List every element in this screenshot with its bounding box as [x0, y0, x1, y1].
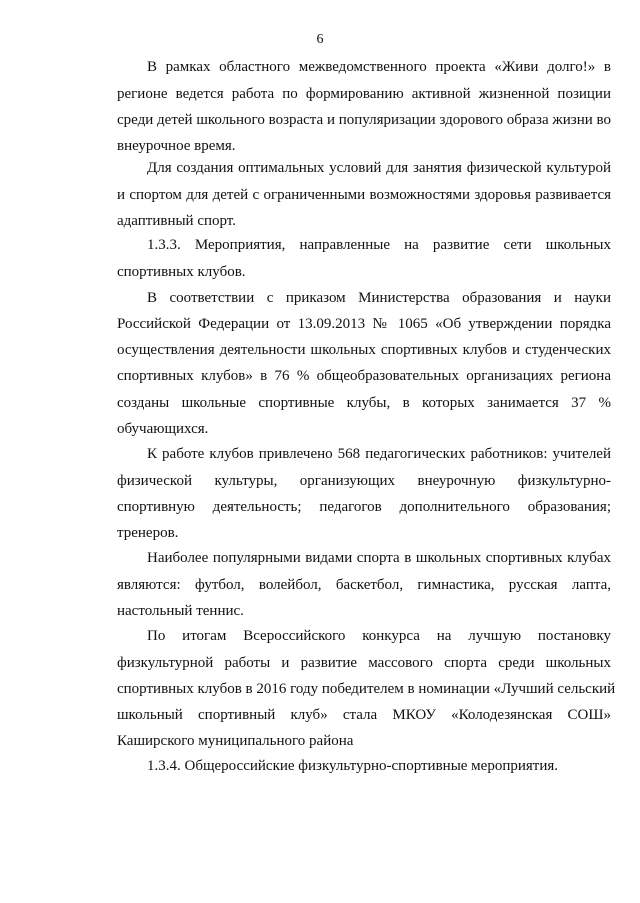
text-line: 1.3.4. Общероссийские физкультурно-спортивные мероприятия. [147, 758, 559, 774]
text-line: среди детей школьного возраста и популяризации здорового образа жизни во [117, 112, 611, 128]
text-line: и спортом для детей с ограниченными возможностями здоровья развивается [117, 187, 611, 203]
text-line: По итогам Всероссийского конкурса на лучшую постановку [147, 628, 611, 644]
text-line: физкультурной работы и развитие массового спорта среди школьных [117, 655, 611, 671]
text-line: обучающихся. [117, 421, 209, 437]
text-line: адаптивный спорт. [117, 213, 236, 229]
text-line: регионе ведется работа по формированию активной жизненной позиции [117, 86, 611, 102]
text-line: В соответствии с приказом Министерства образования и науки [147, 290, 611, 306]
text-line: школьный спортивный клуб» стала МКОУ «Колодезянская СОШ» [117, 707, 611, 723]
text-line: Российской Федерации от 13.09.2013 № 1065 «Об утверждении порядка [117, 316, 611, 332]
text-line: созданы школьные спортивные клубы, в которых занимается 37 % [117, 395, 611, 411]
text-line: являются: футбол, волейбол, баскетбол, гимнастика, русская лапта, [117, 577, 611, 593]
text-line: К работе клубов привлечено 568 педагогических работников: учителей [147, 446, 611, 462]
text-line: 1.3.3. Мероприятия, направленные на развитие сети школьных [147, 237, 611, 253]
text-line: физической культуры, организующих внеурочную физкультурно- [117, 473, 611, 489]
text-line: спортивных клубов в 2016 году победителем в номинации «Лучший сельский [117, 681, 616, 697]
text-line: Наиболее популярными видами спорта в школьных спортивных клубах [147, 550, 611, 566]
text-line: Для создания оптимальных условий для занятия физической культурой [147, 160, 611, 176]
text-line: В рамках областного межведомственного проекта «Живи долго!» в [147, 59, 611, 75]
text-line: настольный теннис. [117, 603, 244, 619]
page-number: 6 [316, 32, 324, 47]
text-line: спортивных клубов. [117, 264, 246, 280]
text-line: тренеров. [117, 525, 179, 541]
text-line: спортивных клубов» в 76 % общеобразовательных организациях региона [117, 368, 611, 384]
text-line: Каширского муниципального района [117, 733, 354, 749]
text-line: спортивную деятельность; педагогов дополнительного образования; [117, 499, 611, 515]
text-line: осуществления деятельности школьных спортивных клубов и студенческих [117, 342, 611, 358]
text-line: внеурочное время. [117, 138, 236, 154]
